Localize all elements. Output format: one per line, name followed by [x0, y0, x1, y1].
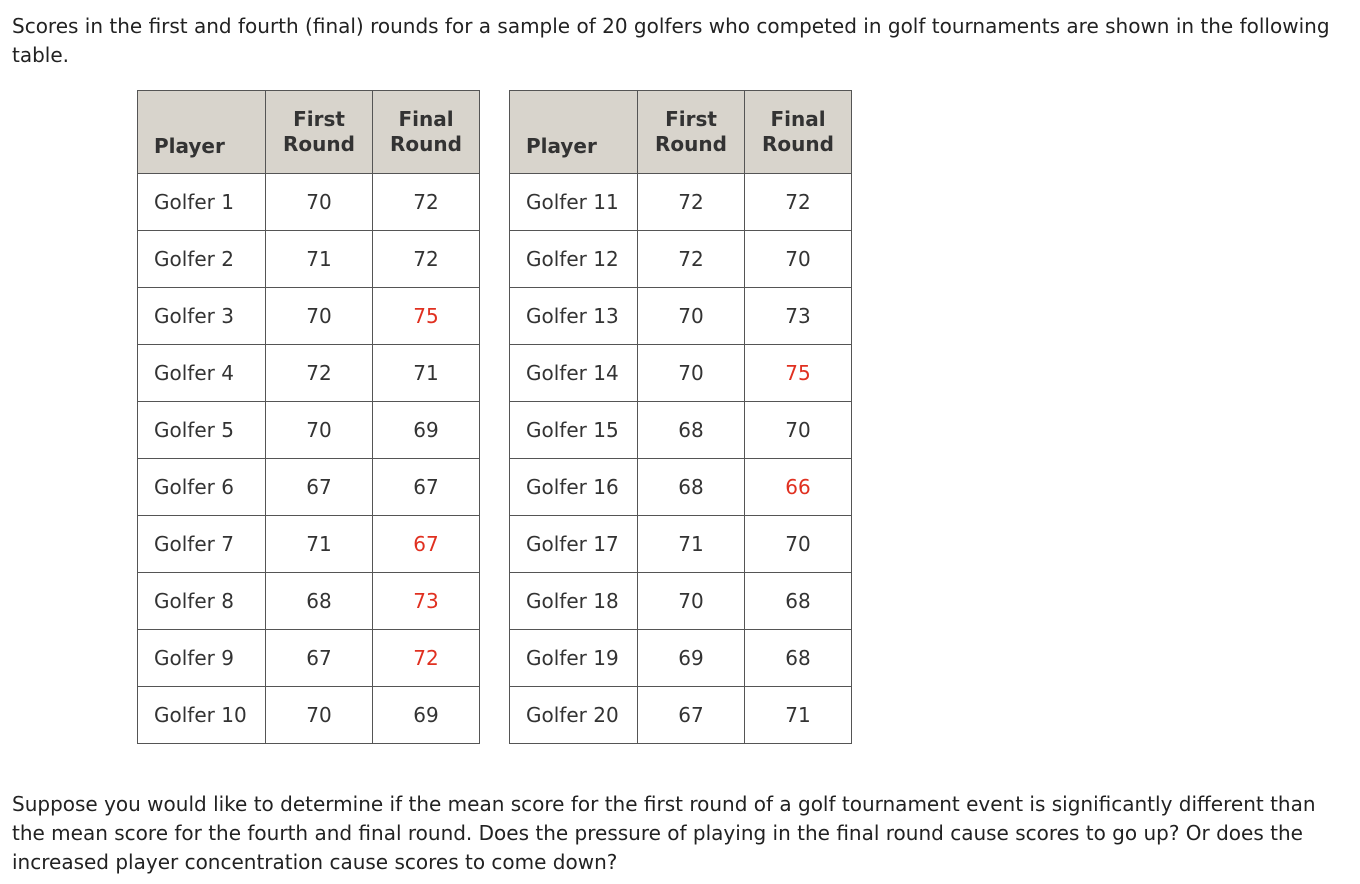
table-row: [138, 573, 480, 630]
final-round-cell: 70: [745, 231, 852, 288]
first-round-cell: 70: [266, 288, 373, 345]
player-cell: Golfer 19: [510, 630, 638, 687]
final-round-cell: 73: [373, 573, 480, 630]
table-row: [510, 630, 852, 687]
table-row: [510, 687, 852, 744]
header-player: [138, 91, 266, 174]
table-row: [510, 459, 852, 516]
player-cell: Golfer 20: [510, 687, 638, 744]
question-paragraph: Suppose you would like to determine if the mean score for the first round of a golf tournament event is significantly different than the mean score for the fourth and final round. Does the pressure of playing in the final round cause scores to go up? Or does the increased player concentration cause scores to come down?: [12, 792, 1316, 874]
header-final-line2: Round: [762, 132, 834, 156]
first-round-cell: 70: [638, 573, 745, 630]
final-round-cell: 67: [373, 459, 480, 516]
final-round-cell: 71: [373, 345, 480, 402]
first-round-cell: 67: [638, 687, 745, 744]
table-row: [138, 687, 480, 744]
first-round-cell: 72: [638, 174, 745, 231]
final-round-cell: 72: [373, 231, 480, 288]
player-cell: Golfer 4: [138, 345, 266, 402]
first-round-cell: 70: [638, 288, 745, 345]
final-round-cell: 68: [745, 573, 852, 630]
final-round-cell: 72: [373, 630, 480, 687]
final-round-cell: 73: [745, 288, 852, 345]
table-row: [138, 630, 480, 687]
final-round-cell: 67: [373, 516, 480, 573]
player-cell: Golfer 17: [510, 516, 638, 573]
header-first-line1: First: [665, 107, 717, 131]
player-cell: Golfer 14: [510, 345, 638, 402]
player-cell: Golfer 18: [510, 573, 638, 630]
header-first-line2: Round: [655, 132, 727, 156]
final-round-cell: 66: [745, 459, 852, 516]
final-round-cell: 75: [373, 288, 480, 345]
header-player-label: Player: [526, 134, 597, 158]
table-header-row: [510, 91, 852, 174]
first-round-cell: 71: [266, 231, 373, 288]
player-cell: Golfer 9: [138, 630, 266, 687]
player-cell: Golfer 2: [138, 231, 266, 288]
final-round-cell: 72: [745, 174, 852, 231]
intro-paragraph: Scores in the first and fourth (final) rounds for a sample of 20 golfers who competed in golf tournaments are shown in the following table.: [12, 14, 1330, 67]
final-round-cell: 70: [745, 402, 852, 459]
first-round-cell: 68: [266, 573, 373, 630]
header-first-round: [638, 91, 745, 174]
header-final-line1: Final: [398, 107, 454, 131]
table-row: [510, 174, 852, 231]
first-round-cell: 72: [638, 231, 745, 288]
player-cell: Golfer 3: [138, 288, 266, 345]
final-round-cell: 70: [745, 516, 852, 573]
header-first-line1: First: [293, 107, 345, 131]
final-round-cell: 69: [373, 687, 480, 744]
table-row: [510, 402, 852, 459]
player-cell: Golfer 7: [138, 516, 266, 573]
first-round-cell: 70: [266, 402, 373, 459]
table-row: [510, 573, 852, 630]
first-round-cell: 69: [638, 630, 745, 687]
header-final-round: [745, 91, 852, 174]
table-row: [138, 345, 480, 402]
player-cell: Golfer 10: [138, 687, 266, 744]
table-row: [138, 288, 480, 345]
header-final-line1: Final: [770, 107, 826, 131]
table-row: [138, 402, 480, 459]
table-row: [138, 174, 480, 231]
table-row: [138, 231, 480, 288]
first-round-cell: 67: [266, 630, 373, 687]
header-player-label: Player: [154, 134, 225, 158]
player-cell: Golfer 11: [510, 174, 638, 231]
player-cell: Golfer 8: [138, 573, 266, 630]
header-first-round: [266, 91, 373, 174]
final-round-cell: 68: [745, 630, 852, 687]
header-first-line2: Round: [283, 132, 355, 156]
table-row: [510, 288, 852, 345]
first-round-cell: 71: [638, 516, 745, 573]
final-round-cell: 75: [745, 345, 852, 402]
table-header-row: [138, 91, 480, 174]
first-round-cell: 70: [266, 174, 373, 231]
final-round-cell: 69: [373, 402, 480, 459]
header-player: [510, 91, 638, 174]
player-cell: Golfer 16: [510, 459, 638, 516]
first-round-cell: 71: [266, 516, 373, 573]
table-row: [510, 345, 852, 402]
scores-table-right: [509, 90, 852, 744]
scores-table-left: [137, 90, 480, 744]
table-row: [138, 459, 480, 516]
player-cell: Golfer 1: [138, 174, 266, 231]
player-cell: Golfer 6: [138, 459, 266, 516]
table-row: [510, 516, 852, 573]
player-cell: Golfer 15: [510, 402, 638, 459]
player-cell: Golfer 13: [510, 288, 638, 345]
first-round-cell: 68: [638, 459, 745, 516]
final-round-cell: 71: [745, 687, 852, 744]
table-row: [138, 516, 480, 573]
player-cell: Golfer 5: [138, 402, 266, 459]
first-round-cell: 67: [266, 459, 373, 516]
player-cell: Golfer 12: [510, 231, 638, 288]
first-round-cell: 70: [638, 345, 745, 402]
first-round-cell: 70: [266, 687, 373, 744]
first-round-cell: 72: [266, 345, 373, 402]
header-final-line2: Round: [390, 132, 462, 156]
first-round-cell: 68: [638, 402, 745, 459]
header-final-round: [373, 91, 480, 174]
table-row: [510, 231, 852, 288]
final-round-cell: 72: [373, 174, 480, 231]
